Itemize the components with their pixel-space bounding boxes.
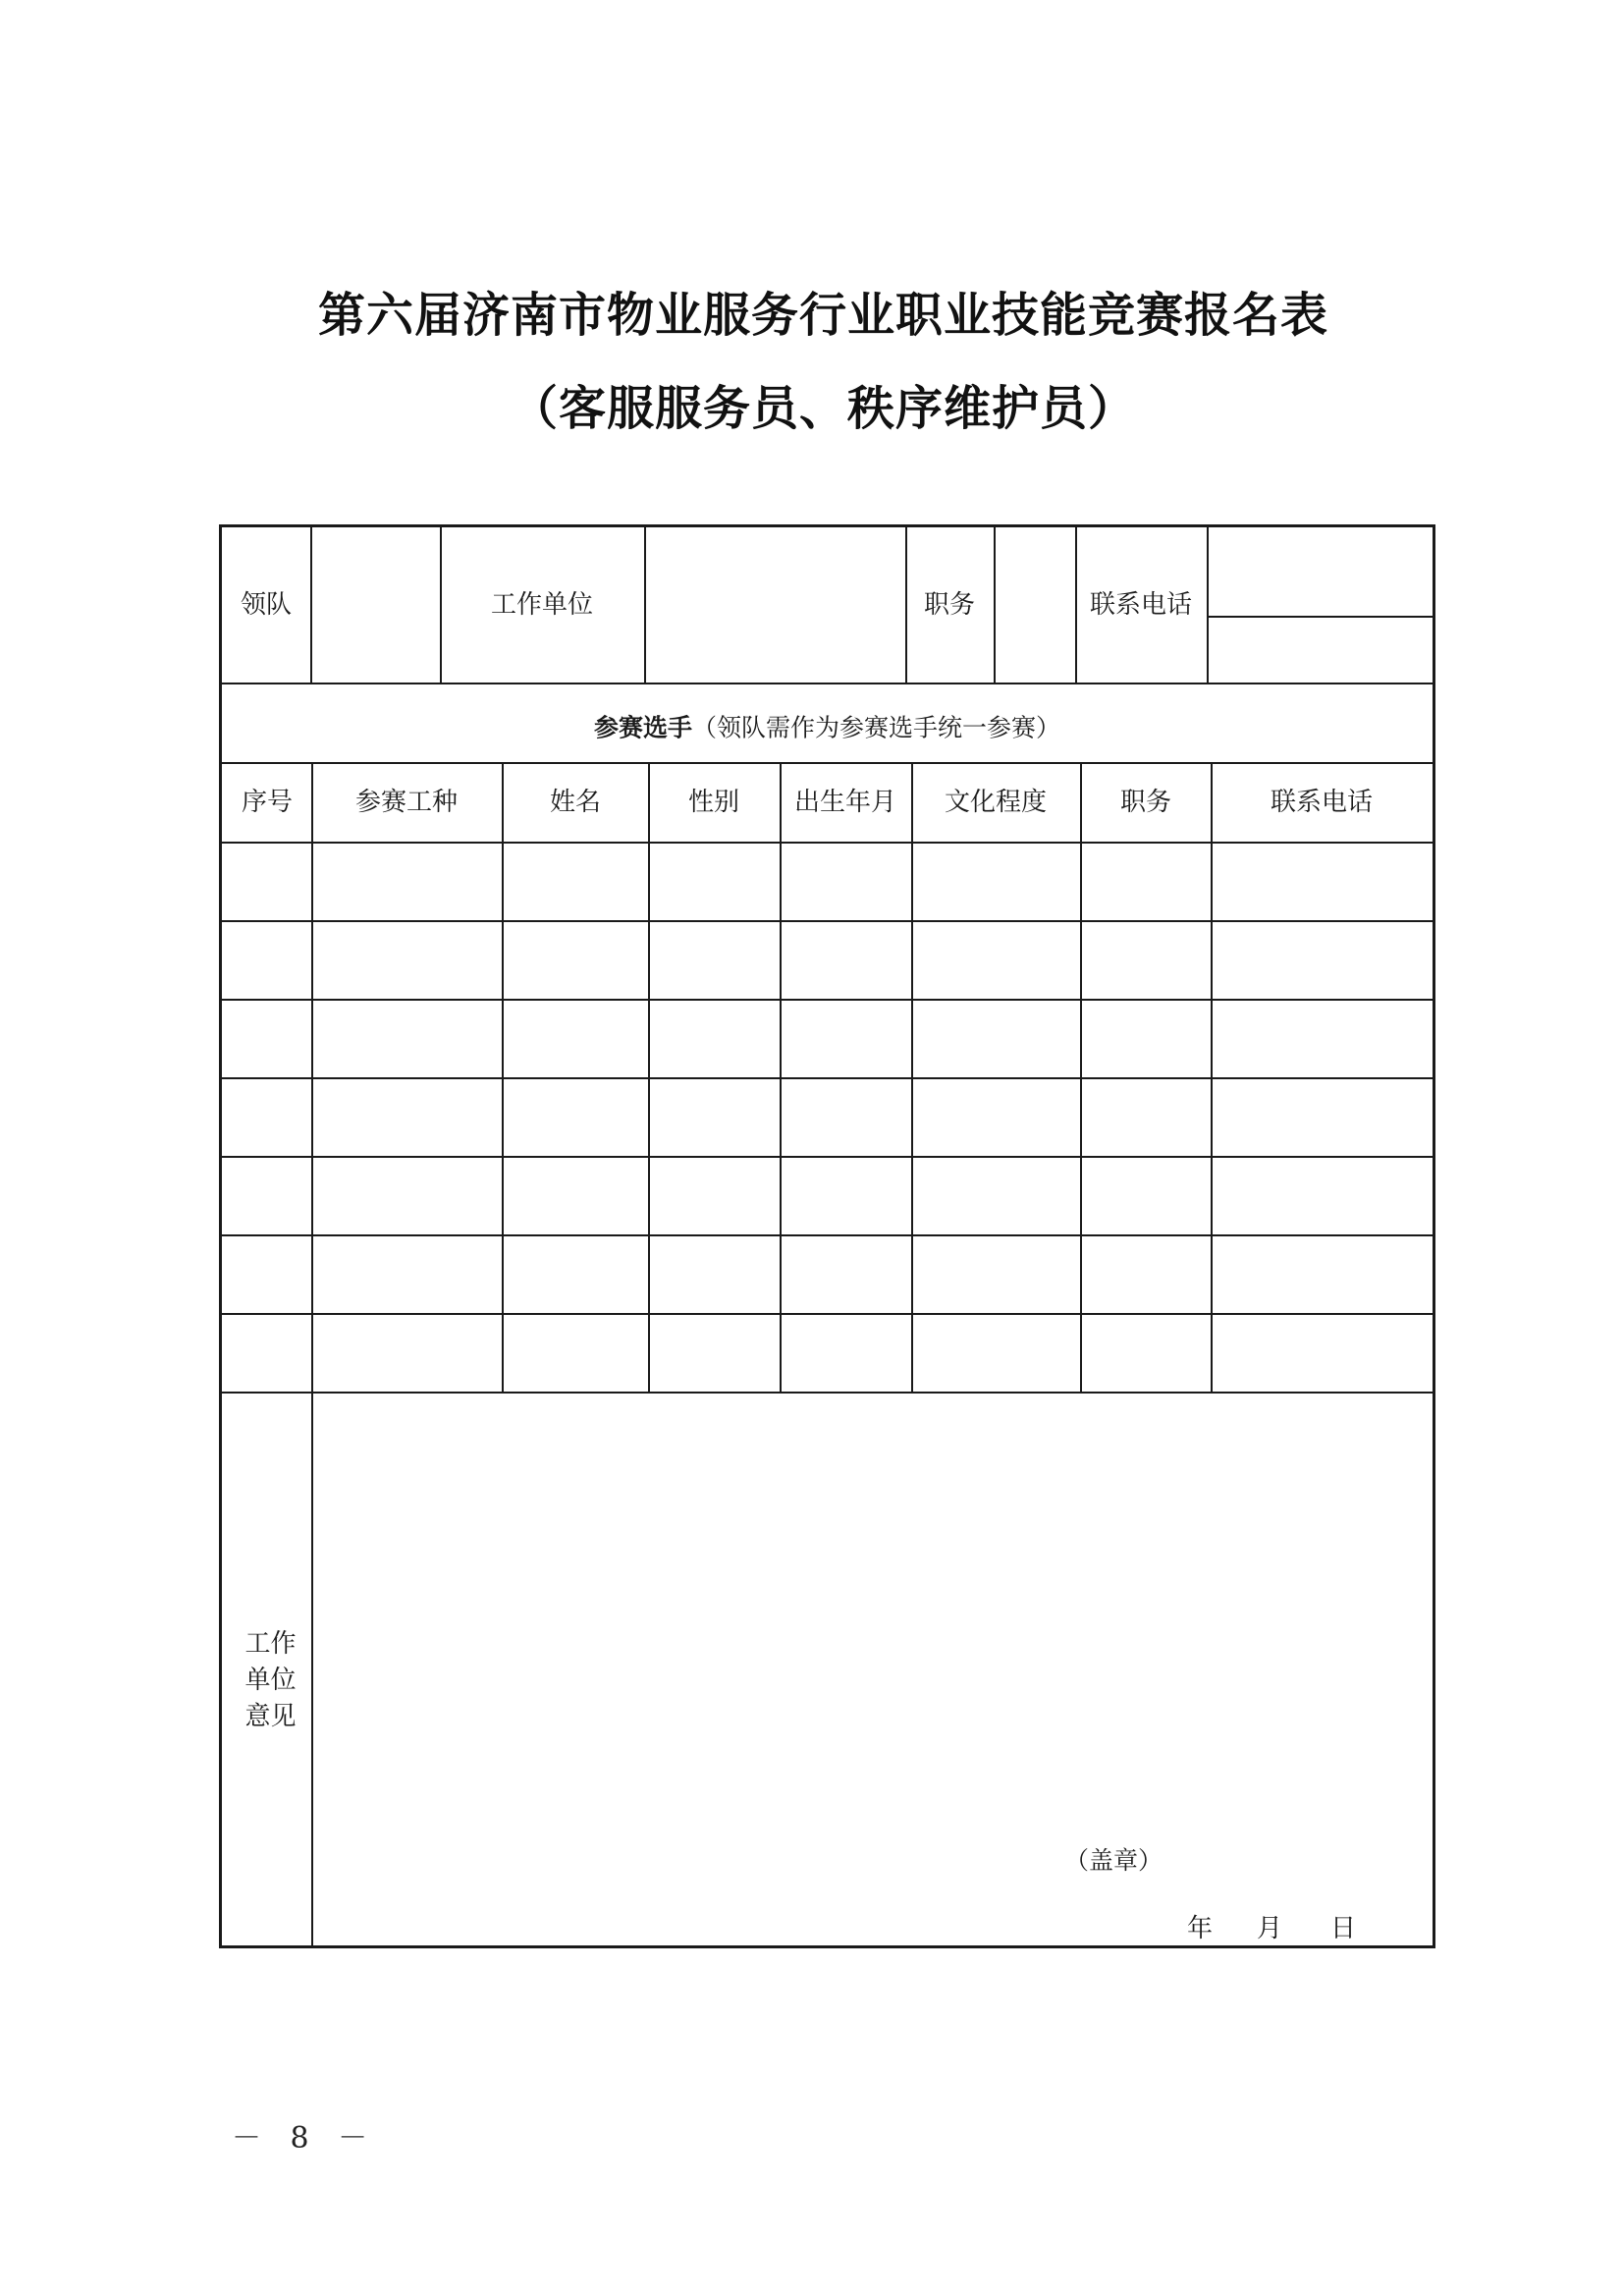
- work-unit-field[interactable]: [646, 527, 905, 683]
- opinion-label-line: 单位: [244, 1666, 297, 1695]
- table-row[interactable]: [222, 922, 1433, 999]
- participants-label-bold: 参赛选手: [593, 713, 692, 742]
- phone-field-2[interactable]: [1209, 618, 1433, 683]
- table-row[interactable]: [222, 1236, 1433, 1313]
- leader-label: 领队: [240, 590, 293, 620]
- position-label: 职务: [923, 590, 976, 620]
- form-subtitle: （客服服务员、秩序维护员）: [510, 381, 1136, 436]
- col-divider: [440, 527, 442, 683]
- col-header-position: 职务: [1119, 788, 1172, 817]
- page-number: － 8 －: [232, 2121, 378, 2156]
- table-row[interactable]: [222, 1001, 1433, 1077]
- seal-label: （盖章）: [1064, 1846, 1163, 1875]
- participants-label-note: （领队需作为参赛选手统一参赛）: [692, 713, 1061, 742]
- col-header-event: 参赛工种: [354, 788, 459, 817]
- form-title: 第六届济南市物业服务行业职业技能竞赛报名表: [317, 288, 1328, 343]
- position-field[interactable]: [996, 527, 1075, 683]
- date-year-label: 年: [1187, 1914, 1214, 1943]
- registration-form-table: [219, 524, 1435, 1948]
- participants-section-label: [593, 713, 1061, 742]
- table-row[interactable]: [222, 1158, 1433, 1234]
- col-divider: [905, 527, 907, 683]
- table-row[interactable]: [222, 1315, 1433, 1392]
- col-header-gender: 性别: [687, 788, 740, 817]
- col-header-phone: 联系电话: [1270, 788, 1374, 817]
- col-header-name: 姓名: [549, 788, 602, 817]
- opinion-label-line: 意见: [244, 1702, 297, 1731]
- row-divider: [222, 683, 1433, 684]
- work-unit-opinion-label: [222, 1626, 319, 1735]
- phone-label: 联系电话: [1089, 590, 1193, 620]
- work-unit-opinion-field[interactable]: [313, 1394, 1433, 1826]
- opinion-label-line: 工作: [244, 1629, 297, 1659]
- row-divider: [222, 762, 1433, 764]
- phone-field-1[interactable]: [1209, 527, 1433, 616]
- col-header-education: 文化程度: [944, 788, 1048, 817]
- table-row[interactable]: [222, 1079, 1433, 1156]
- date-month-label: 月: [1257, 1914, 1283, 1943]
- col-header-birth: 出生年月: [793, 788, 897, 817]
- col-divider: [1075, 527, 1077, 683]
- leader-name-field[interactable]: [312, 527, 440, 683]
- work-unit-label: 工作单位: [490, 590, 594, 620]
- date-day-label: 日: [1330, 1914, 1357, 1943]
- col-header-index: 序号: [241, 788, 294, 817]
- table-row[interactable]: [222, 844, 1433, 920]
